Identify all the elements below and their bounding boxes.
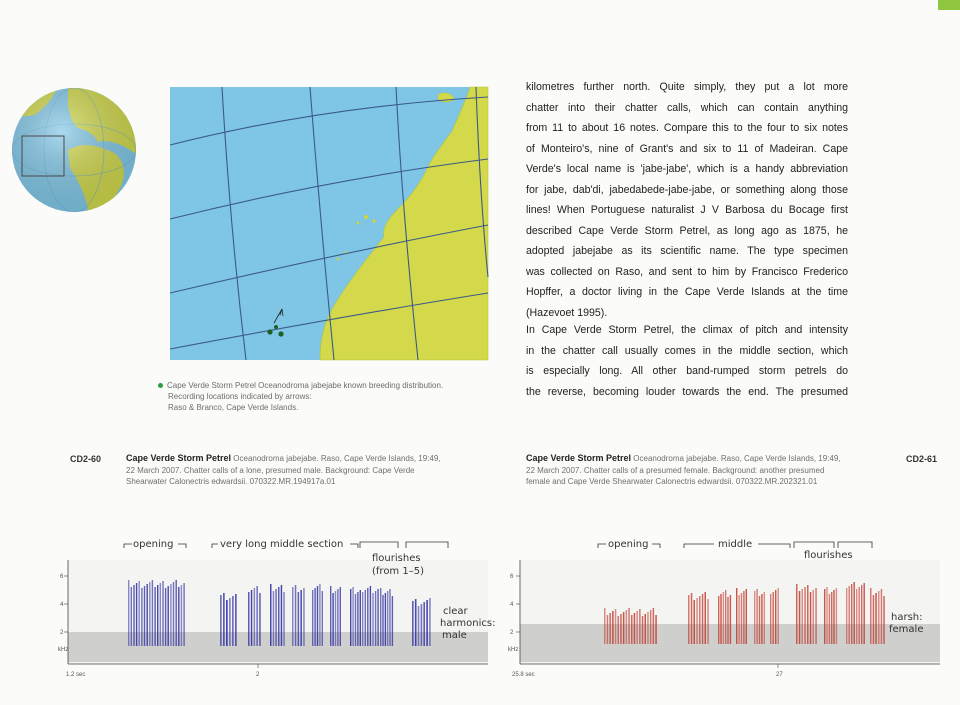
spectrogram-mark [423, 602, 425, 646]
spectrogram-mark [367, 588, 368, 646]
x-start-label: 1.2 sec [66, 672, 86, 678]
x-mid-label: 2 [256, 672, 260, 678]
breeding-dot-icon [158, 383, 163, 388]
spectrogram-mark [278, 587, 280, 646]
spectrogram-mark [718, 596, 719, 644]
spectrogram-mark [412, 601, 414, 646]
spectrogram-mark [362, 592, 363, 646]
spectrogram-mark [387, 591, 388, 646]
spectrogram-mark [856, 589, 857, 644]
annotation-flourishes: flourishes [804, 550, 853, 561]
spectrogram-mark [154, 587, 155, 646]
spectrogram-mark [778, 588, 779, 644]
spectrogram-mark [421, 604, 423, 646]
annotation-flourishes-note: (from 1–5) [372, 566, 424, 577]
spectrogram-mark [385, 593, 386, 646]
spectrogram-mark [139, 581, 140, 646]
spectrogram-mark [319, 584, 320, 646]
spectrogram-mark [615, 609, 617, 644]
spectrogram-mark [226, 600, 228, 646]
spectrogram-mark [229, 598, 231, 646]
spectrogram-mark [360, 590, 361, 646]
spectrogram-mark [620, 614, 622, 644]
y-tick-6: 6 [510, 574, 514, 580]
spectrogram-mark [854, 582, 855, 644]
annotation-middle: middle [718, 539, 753, 550]
breeding-distribution-map [170, 87, 488, 360]
spectrogram-mark [824, 589, 825, 644]
spectrogram-mark [350, 589, 351, 646]
spectrogram-mark [380, 588, 381, 646]
spectrogram-mark [303, 588, 305, 646]
spectrogram-mark [292, 587, 294, 646]
spectrogram-mark [639, 609, 641, 644]
spectrogram-mark [631, 615, 633, 644]
spectrogram-mark [352, 587, 353, 646]
body-paragraph-2: In Cape Verde Storm Petrel, the climax of pitch and intensity in the chatter call usually comes in the middle section, which is especially long. All other band-rumped storm petrels do the reverse, becoming louder towards the end. The presumed [526, 324, 848, 398]
annotation-opening: opening [133, 539, 174, 550]
spectrogram-mark [340, 587, 341, 646]
spectrogram-mark [251, 590, 253, 646]
spectrogram-mark [170, 584, 171, 646]
spectrogram-mark [178, 587, 179, 646]
spectrogram-mark [300, 590, 302, 646]
spectrogram-mark [628, 608, 630, 644]
spectrogram-mark [833, 590, 834, 644]
spectrogram-mark [650, 610, 652, 644]
spectrogram-mark [382, 595, 383, 646]
spectrogram-mark [815, 588, 817, 644]
spectrogram-mark [235, 594, 237, 646]
spectrogram-mark [152, 580, 153, 646]
spectrogram-mark [365, 590, 366, 646]
spectrogram-mark [746, 589, 747, 644]
spectrogram-mark [162, 581, 163, 646]
spectrogram-mark [426, 600, 428, 646]
annotation-side-2: harmonics: [440, 618, 496, 629]
spectrogram-mark [254, 588, 256, 646]
spectrogram-mark [846, 588, 847, 644]
spectrogram-mark [878, 591, 880, 644]
spectrogram-mark [647, 612, 649, 644]
spectrogram-mark [429, 598, 431, 646]
spectrogram-mark [256, 586, 258, 646]
y-unit: kHz [58, 647, 69, 653]
spectrogram-mark [136, 583, 137, 646]
spectrogram-mark [415, 599, 417, 646]
spectrogram-mark [642, 616, 644, 644]
spectrogram-mark [761, 594, 762, 644]
spectrogram-mark [181, 585, 182, 646]
spectrogram-mark [694, 600, 696, 644]
spectrogram-mark [322, 591, 323, 646]
spectrogram-mark [688, 595, 690, 644]
spectrogram-mark [655, 615, 657, 644]
spectrogram-mark [392, 596, 393, 646]
spectrogram-mark [298, 592, 300, 646]
spectrogram-mark [248, 592, 250, 646]
y-tick-4: 4 [510, 602, 514, 608]
spectrogram-mark [232, 596, 234, 646]
spectrogram-mark [875, 593, 877, 644]
recording-header-left: Cape Verde Storm Petrel Oceanodroma jabejabe. Raso, Cape Verde Islands, 19:49, 22 March 2007. Chatter calls of a lone, presumed male. Background: Cape Verde Shearwater Calonectris edwardsii. 070322.MR.194917a.01 [126, 453, 441, 486]
spectrogram-mark [727, 597, 728, 644]
spectrogram-mark [335, 591, 336, 646]
spectrogram-mark [609, 613, 611, 644]
spectrogram-mark [375, 591, 376, 646]
spectrogram-mark [636, 611, 638, 644]
spectrogram-mark [141, 588, 142, 646]
spectrogram-mark [183, 583, 184, 646]
spectrogram-mark [813, 590, 815, 644]
spectrogram-mark [607, 615, 609, 644]
spectrogram-mark [317, 586, 318, 646]
y-tick-2: 2 [60, 630, 64, 636]
recording-title: Cape Verde Storm Petrel [126, 453, 232, 463]
map-caption-line-3: Raso & Branco, Cape Verde Islands. [168, 403, 299, 412]
spectrogram-mark [754, 591, 755, 644]
spectrogram-mark [147, 584, 148, 646]
spectrogram-mark [389, 589, 390, 646]
y-tick-4: 4 [60, 602, 64, 608]
spectrogram-mark [738, 595, 739, 644]
spectrogram-mark [826, 587, 827, 644]
spectrogram-mark [859, 587, 860, 644]
spectrogram-mark [881, 589, 883, 644]
x-start-label: 25.8 sec [512, 672, 535, 678]
spectrogram-male [58, 528, 496, 683]
spectrogram-mark [699, 596, 701, 644]
spectrogram-mark [773, 592, 774, 644]
spectrogram-mark [149, 582, 150, 646]
y-tick-6: 6 [60, 574, 64, 580]
spectrogram-mark [168, 586, 169, 646]
spectrogram-mark [770, 594, 771, 644]
spectrogram-mark [259, 593, 261, 646]
spectrogram-mark [133, 585, 134, 646]
spectrogram-mark [743, 591, 744, 644]
spectrogram-mark [645, 614, 647, 644]
spectrogram-mark [702, 594, 704, 644]
page-corner-accent [938, 0, 960, 10]
spectrogram-mark [720, 594, 721, 644]
spectrogram-mark [707, 599, 709, 644]
spectrogram-mark [370, 586, 371, 646]
spectrogram-mark [418, 606, 420, 646]
spectrogram-mark [623, 612, 625, 644]
spectrogram-mark [796, 584, 798, 644]
spectrogram-mark [849, 586, 850, 644]
spectrogram-mark [829, 594, 830, 644]
recording-title: Cape Verde Storm Petrel [526, 453, 632, 463]
spectrogram-mark [634, 613, 636, 644]
spectrogram-mark [372, 593, 373, 646]
spectrogram-mark [730, 595, 731, 644]
spectrogram-mark [165, 588, 166, 646]
map-caption-line-2: Recording locations indicated by arrows: [168, 392, 312, 401]
spectrogram-mark [270, 584, 272, 646]
spectrogram-mark [377, 589, 378, 646]
spectrogram-mark [144, 586, 145, 646]
map-caption [158, 380, 498, 413]
spectrogram-mark [691, 593, 693, 644]
spectrogram-mark [756, 589, 757, 644]
spectrogram-mark [626, 610, 628, 644]
spectrogram-mark [807, 585, 809, 644]
spectrogram-mark [870, 588, 872, 644]
spectrogram-mark [696, 598, 698, 644]
spectrogram-mark [330, 586, 331, 646]
spectrogram-mark [283, 592, 285, 646]
spectrogram-mark [312, 590, 313, 646]
spectrogram-mark [741, 593, 742, 644]
y-tick-2: 2 [510, 630, 514, 636]
spectrogram-mark [810, 592, 812, 644]
spectrogram-mark [220, 595, 222, 646]
spectrogram-mark [160, 583, 161, 646]
x-mid-label: 27 [776, 672, 783, 678]
spectrogram-mark [723, 592, 724, 644]
spectrogram-mark [176, 580, 177, 646]
spectrogram-mark [836, 588, 837, 644]
recording-header-right: Cape Verde Storm Petrel Oceanodroma jabejabe. Raso, Cape Verde Islands, 19:49, 22 March 2007. Chatter calls of a presumed female. Background: another presumed female and Cape Verde Shearwater Calonectris edwardsii. 070322.MR.202321.01 [526, 453, 841, 486]
spectrogram-mark [804, 587, 806, 644]
spectrogram-mark [332, 593, 333, 646]
spectrogram-mark [281, 585, 283, 646]
spectrogram-female [508, 528, 948, 683]
spectrogram-mark [275, 589, 277, 646]
spectrogram-mark [618, 616, 620, 644]
annotation-side-3: male [442, 630, 467, 641]
spectrogram-mark [604, 608, 606, 644]
spectrogram-mark [705, 592, 707, 644]
annotation-flourishes: flourishes [372, 553, 421, 564]
track-code-right: CD2-61 [906, 454, 938, 464]
spectrogram-mark [355, 594, 356, 646]
spectrogram-mark [759, 596, 760, 644]
body-paragraph-1: kilometres further north. Quite simply, they put a lot more chatter into their chatter calls, which can contain anything from 11 to about 16 notes. Compare this to the four to six notes of Monteiro's, nine of Grant's and six to 11 of Madeiran. Cape Verde's local name is 'jabe-jabe', which is a handy abbreviation for jabe, dab'di, jabedabede-jabe-jabe, or something along those lines! When Portuguese naturalist J V Barbosa du Bocage first described Cape Verde Storm Petrel, as long ago as 1875, he adopted jabejabe as its scientific name. The type specimen was collected on Raso, and sent to him by Francisco Frederico Hopffer, a doctor living in the Cape Verde Islands at the time (Hazevoet 1995). [526, 81, 848, 319]
spectrogram-mark [873, 595, 875, 644]
annotation-side-1: harsh: [891, 612, 923, 623]
spectrogram-mark [775, 590, 776, 644]
spectrogram-mark [173, 582, 174, 646]
annotation-opening: opening [608, 539, 649, 550]
annotation-side-2: female [889, 624, 924, 635]
spectrogram-mark [295, 585, 297, 646]
spectrogram-mark [864, 583, 865, 644]
spectrogram-mark [653, 608, 655, 644]
spectrogram-mark [157, 585, 158, 646]
map-caption-line-1: Cape Verde Storm Petrel Oceanodroma jabejabe known breeding distribution. [158, 380, 498, 391]
spectrogram-mark [799, 591, 801, 644]
track-code-left: CD2-60 [70, 454, 102, 464]
spectrogram-mark [131, 587, 132, 646]
spectrogram-mark [128, 580, 129, 646]
spectrogram-mark [764, 592, 765, 644]
spectrogram-mark [357, 592, 358, 646]
globe-locator-icon [8, 84, 140, 216]
spectrogram-mark [612, 611, 614, 644]
spectrogram-mark [883, 596, 885, 644]
spectrogram-mark [337, 589, 338, 646]
spectrogram-mark [802, 589, 804, 644]
spectrogram-mark [314, 588, 315, 646]
spectrogram-mark [223, 593, 225, 646]
y-unit: kHz [508, 647, 519, 653]
annotation-middle: very long middle section [220, 539, 344, 550]
spectrogram-mark [725, 590, 726, 644]
spectrogram-mark [831, 592, 832, 644]
annotation-side-1: clear [443, 606, 468, 617]
spectrogram-mark [861, 585, 862, 644]
spectrogram-mark [736, 588, 737, 644]
spectrogram-mark [273, 591, 275, 646]
spectrogram-mark [851, 584, 852, 644]
